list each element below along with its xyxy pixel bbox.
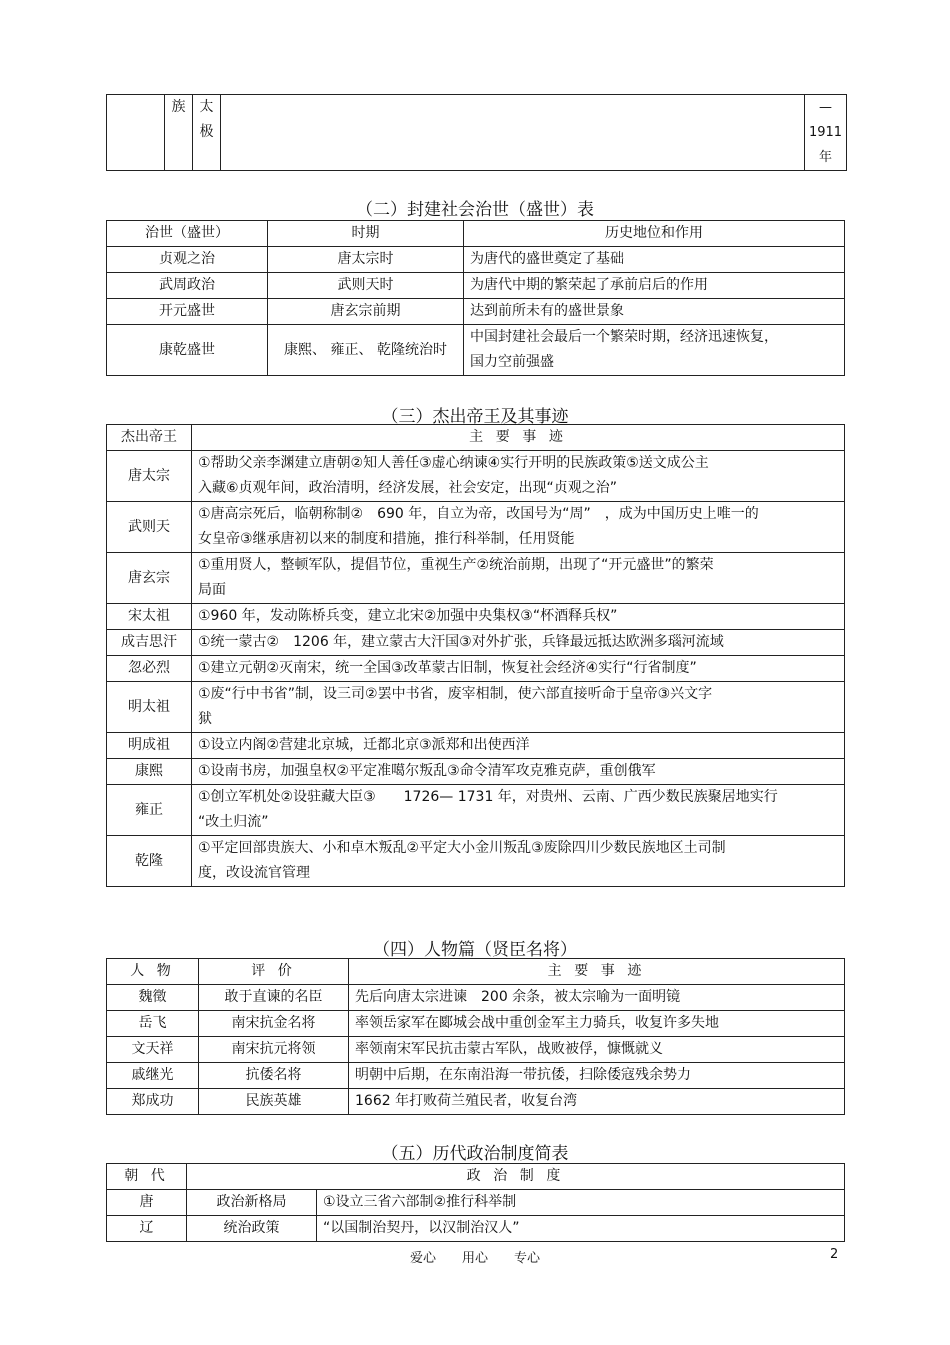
ministers-table bbox=[106, 958, 845, 1115]
dynasty-name: 唐 bbox=[107, 1190, 187, 1216]
table-cell: 唐太宗时 bbox=[268, 247, 464, 273]
header-cell: 历史地位和作用 bbox=[464, 221, 845, 247]
person-deeds: 明朝中后期，在东南沿海一带抗倭，扫除倭寇残余势力 bbox=[349, 1063, 845, 1089]
emperor-name: 唐太宗 bbox=[107, 451, 192, 502]
emperor-name: 雍正 bbox=[107, 785, 192, 836]
emperor-name: 宋太祖 bbox=[107, 604, 192, 630]
emperor-name: 明成祖 bbox=[107, 733, 192, 759]
emperor-deeds: ①重用贤人，整顿军队，提倡节位，重视生产②统治前期，出现了“开元盛世”的繁荣 局面 bbox=[192, 553, 845, 604]
continuation-table bbox=[106, 94, 847, 171]
system-detail: ①设立三省六部制②推行科举制 bbox=[317, 1190, 845, 1216]
emperor-deeds: ①设南书房，加强皇权②平定准噶尔叛乱③命令清军攻克雅克萨，重创俄军 bbox=[192, 759, 845, 785]
emperor-deeds: ①唐高宗死后，临朝称制② 690 年，自立为帝，改国号为“周” ，成为中国历史上唯一的 女皇帝③继承唐初以来的制度和措施，推行科举制，任用贤能 bbox=[192, 502, 845, 553]
person-name: 魏徵 bbox=[107, 985, 199, 1011]
table-cell: 为唐代的盛世奠定了基础 bbox=[464, 247, 845, 273]
person-deeds: 1662 年打败荷兰殖民者，收复台湾 bbox=[349, 1089, 845, 1115]
header-cell: 评价 bbox=[199, 959, 349, 985]
header-cell: 治世（盛世） bbox=[107, 221, 268, 247]
emperor-name: 乾隆 bbox=[107, 836, 192, 887]
empty-cell bbox=[107, 95, 165, 171]
empty-cell bbox=[221, 95, 805, 171]
system-category: 统治政策 bbox=[187, 1216, 317, 1242]
emperor-deeds: ①创立军机处②设驻藏大臣③ 1726— 1731 年，对贵州、云南、广西少数民族聚居地实行 “改土归流” bbox=[192, 785, 845, 836]
emperors-table bbox=[106, 424, 845, 887]
emperor-name: 忽必烈 bbox=[107, 656, 192, 682]
person-deeds: 率领岳家军在郾城会战中重创金军主力骑兵，收复许多失地 bbox=[349, 1011, 845, 1037]
emperor-name: 康熙 bbox=[107, 759, 192, 785]
person-name: 戚继光 bbox=[107, 1063, 199, 1089]
emperor-deeds: ①设立内阁②营建北京城，迁都北京③派郑和出使西洋 bbox=[192, 733, 845, 759]
emperor-deeds: ①统一蒙古② 1206 年，建立蒙古大汗国③对外扩张，兵锋最远抵达欧洲多瑙河流域 bbox=[192, 630, 845, 656]
person-name: 文天祥 bbox=[107, 1037, 199, 1063]
header-cell: 主要事迹 bbox=[192, 425, 845, 451]
header-cell: 朝代 bbox=[107, 1164, 187, 1190]
emperor-name: 成吉思汗 bbox=[107, 630, 192, 656]
dynasty-name: 辽 bbox=[107, 1216, 187, 1242]
person-evaluation: 民族英雄 bbox=[199, 1089, 349, 1115]
system-category: 政治新格局 bbox=[187, 1190, 317, 1216]
emperor-deeds: ①废“行中书省”制，设三司②罢中书省，废宰相制，使六部直接听命于皇帝③兴文字 狱 bbox=[192, 682, 845, 733]
cell-text: 族 bbox=[165, 95, 193, 171]
emperor-deeds: ①建立元朝②灭南宋，统一全国③改革蒙古旧制，恢复社会经济④实行“行省制度” bbox=[192, 656, 845, 682]
header-cell: 时期 bbox=[268, 221, 464, 247]
prosperity-table bbox=[106, 220, 845, 376]
header-cell: 人物 bbox=[107, 959, 199, 985]
system-detail: “以国制治契丹，以汉制治汉人” bbox=[317, 1216, 845, 1242]
person-deeds: 率领南宋军民抗击蒙古军队，战败被俘，慷慨就义 bbox=[349, 1037, 845, 1063]
section-title: （五）历代政治制度简表 bbox=[381, 1144, 569, 1164]
table-cell: 为唐代中期的繁荣起了承前启后的作用 bbox=[464, 273, 845, 299]
table-cell: 中国封建社会最后一个繁荣时期，经济迅速恢复， 国力空前强盛 bbox=[464, 325, 845, 376]
table-cell: 达到前所未有的盛世景象 bbox=[464, 299, 845, 325]
political-system-table bbox=[106, 1163, 845, 1242]
emperor-deeds: ①平定回部贵族大、小和卓木叛乱②平定大小金川叛乱③废除四川少数民族地区土司制 度，改设流官管理 bbox=[192, 836, 845, 887]
person-evaluation: 抗倭名将 bbox=[199, 1063, 349, 1089]
table-cell: 康熙、 雍正、 乾隆统治时 bbox=[268, 325, 464, 376]
section-title: （二）封建社会治世（盛世）表 bbox=[356, 200, 594, 220]
emperor-name: 明太祖 bbox=[107, 682, 192, 733]
person-evaluation: 敢于直谏的名臣 bbox=[199, 985, 349, 1011]
emperor-deeds: ①960 年，发动陈桥兵变，建立北宋②加强中央集权③“杯酒释兵权” bbox=[192, 604, 845, 630]
section-title: （三）杰出帝王及其事迹 bbox=[381, 407, 569, 427]
page-number: 2 bbox=[830, 1247, 839, 1262]
cell-text: — 1911 年 bbox=[805, 95, 847, 171]
table-cell: 武则天时 bbox=[268, 273, 464, 299]
person-name: 岳飞 bbox=[107, 1011, 199, 1037]
person-evaluation: 南宋抗元将领 bbox=[199, 1037, 349, 1063]
person-evaluation: 南宋抗金名将 bbox=[199, 1011, 349, 1037]
footer-motto: 爱心 用心 专心 bbox=[409, 1251, 540, 1266]
section-title: （四）人物篇（贤臣名将） bbox=[373, 940, 577, 960]
emperor-name: 唐玄宗 bbox=[107, 553, 192, 604]
table-cell: 康乾盛世 bbox=[107, 325, 268, 376]
table-cell: 开元盛世 bbox=[107, 299, 268, 325]
header-cell: 杰出帝王 bbox=[107, 425, 192, 451]
header-cell: 主要事迹 bbox=[349, 959, 845, 985]
emperor-deeds: ①帮助父亲李渊建立唐朝②知人善任③虚心纳谏④实行开明的民族政策⑤送文成公主 入藏⑥贞观年间，政治清明，经济发展，社会安定，出现“贞观之治” bbox=[192, 451, 845, 502]
cell-text: 太 极 bbox=[193, 95, 221, 171]
table-cell: 唐玄宗前期 bbox=[268, 299, 464, 325]
person-name: 郑成功 bbox=[107, 1089, 199, 1115]
table-cell: 武周政治 bbox=[107, 273, 268, 299]
table-cell: 贞观之治 bbox=[107, 247, 268, 273]
header-cell: 政治制度 bbox=[187, 1164, 845, 1190]
emperor-name: 武则天 bbox=[107, 502, 192, 553]
person-deeds: 先后向唐太宗进谏 200 余条，被太宗喻为一面明镜 bbox=[349, 985, 845, 1011]
